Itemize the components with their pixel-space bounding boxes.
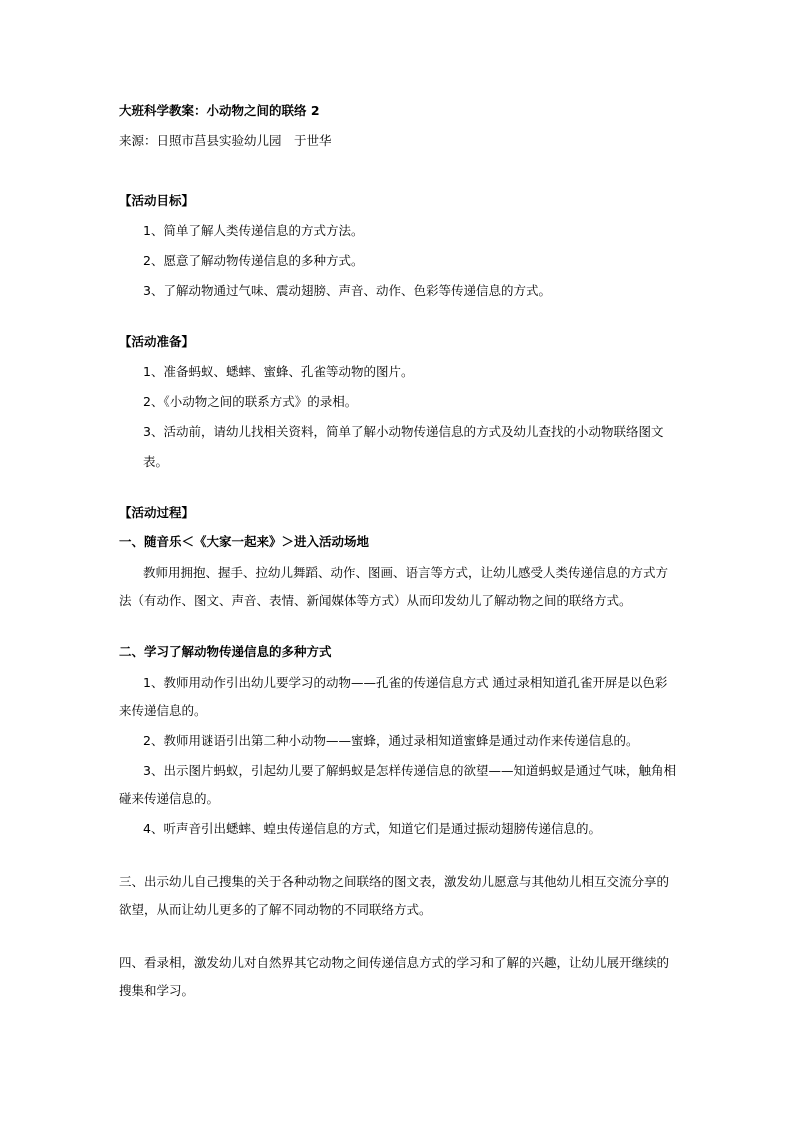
goal-item: 3、了解动物通过气味、震动翅膀、声音、动作、色彩等传递信息的方式。 bbox=[143, 283, 551, 298]
goals-heading: 【活动目标】 bbox=[119, 193, 195, 208]
step2-item: 4、听声音引出蟋蟀、蝗虫传递信息的方式，知道它们是通过振动翅膀传递信息的。 bbox=[143, 821, 601, 836]
step1-heading: 一、随音乐＜《大家一起来》＞进入活动场地 bbox=[119, 534, 370, 549]
step2-heading: 二、学习了解动物传递信息的多种方式 bbox=[119, 644, 332, 659]
prep-item: 3、活动前，请幼儿找相关资料，简单了解小动物传递信息的方式及幼儿查找的小动物联络图文表。 bbox=[143, 424, 664, 469]
document-title: 大班科学教案：小动物之间的联络 2 bbox=[119, 103, 320, 118]
step4-text: 四、看录相，激发幼儿对自然界其它动物之间传递信息方式的学习和了解的兴趣，让幼儿展开继续的搜集和学习。 bbox=[119, 955, 670, 998]
step2-item: 3、出示图片蚂蚁，引起幼儿要了解蚂蚁是怎样传递信息的欲望——知道蚂蚁是通过气味，触角相碰来传递信息的。 bbox=[119, 763, 676, 806]
process-heading: 【活动过程】 bbox=[119, 505, 195, 520]
step1-text: 教师用拥抱、握手、拉幼儿舞蹈、动作、图画、语言等方式，让幼儿感受人类传递信息的方式方法（有动作、图文、声音、表情、新闻媒体等方式）从而印发幼儿了解动物之间的联络方式。 bbox=[119, 565, 669, 608]
goal-item: 1、简单了解人类传递信息的方式方法。 bbox=[143, 223, 364, 238]
goal-item: 2、愿意了解动物传递信息的多种方式。 bbox=[143, 253, 364, 268]
step2-item: 2、教师用谜语引出第二种小动物——蜜蜂，通过录相知道蜜蜂是通过动作来传递信息的。 bbox=[143, 733, 639, 748]
document-body bbox=[119, 101, 679, 1005]
prep-item: 1、准备蚂蚁、蟋蟀、蜜蜂、孔雀等动物的图片。 bbox=[143, 364, 414, 379]
prep-heading: 【活动准备】 bbox=[119, 334, 195, 349]
document-source: 来源：日照市莒县实验幼儿园 于世华 bbox=[119, 133, 332, 148]
step2-item: 1、教师用动作引出幼儿要学习的动物——孔雀的传递信息方式 通过录相知道孔雀开屏是以色彩来传递信息的。 bbox=[119, 675, 668, 718]
prep-item: 2、《小动物之间的联系方式》的录相。 bbox=[143, 394, 358, 409]
step3-text: 三、出示幼儿自己搜集的关于各种动物之间联络的图文表，激发幼儿愿意与其他幼儿相互交流分享的欲望，从而让幼儿更多的了解不同动物的不同联络方式。 bbox=[119, 874, 670, 917]
